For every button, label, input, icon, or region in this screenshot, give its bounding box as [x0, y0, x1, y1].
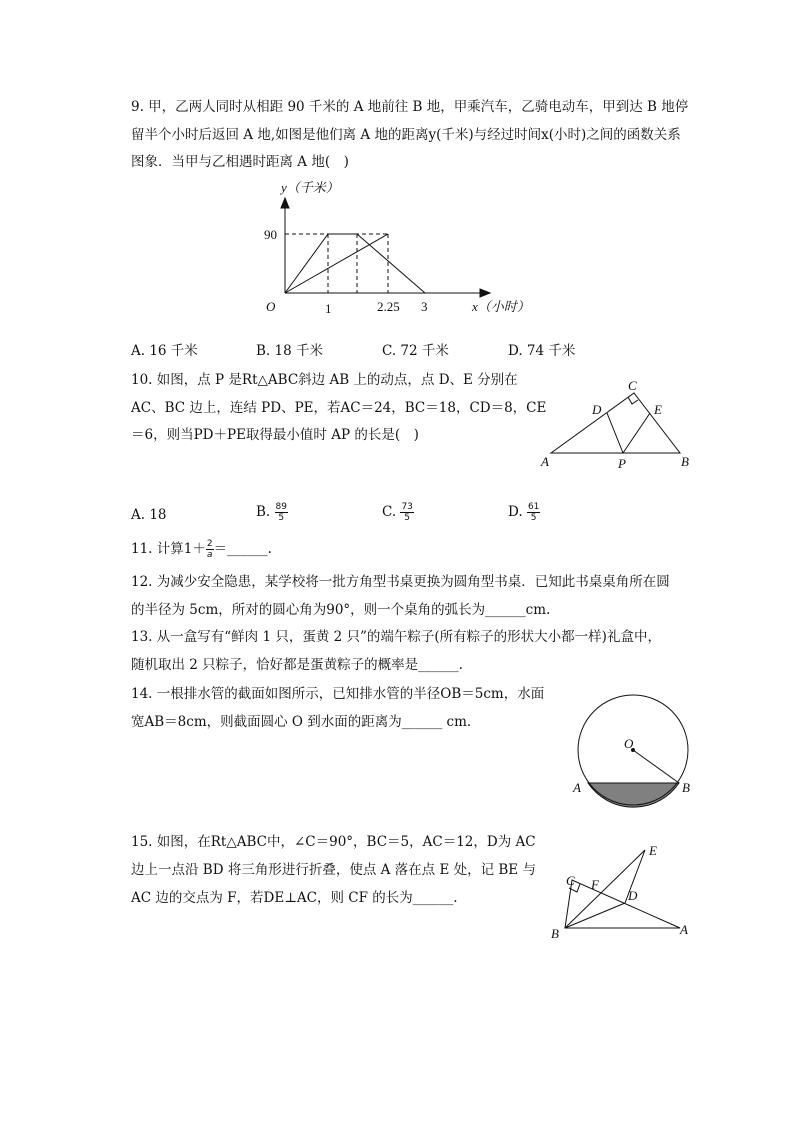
q9-function-graph [281, 198, 490, 297]
origin-label: O [266, 299, 276, 314]
q13-text-line-1: 13. 从一盒写有“鲜肉 1 只，蛋黄 2 只”的端午粽子(所有粽子的形状大小都一样)礼盒中， [131, 629, 661, 645]
q9-option-c[interactable]: C. 72 千米 [382, 343, 449, 359]
q9-text-line-3: 图象．当甲与乙相遇时距离 A 地( ) [131, 154, 349, 170]
q9-text-line-1: 9. 甲，乙两人同时从相距 90 千米的 A 地前往 B 地，甲乘汽车，乙骑电动车，甲到达 B 地停 [131, 99, 689, 115]
x-tick-2-25: 2.25 [377, 299, 400, 314]
fraction [400, 502, 413, 523]
q13-text-line-2: 随机取出 2 只粽子，恰好都是蛋黄粽子的概率是______. [131, 657, 463, 673]
q9-text-line-2: 留半个小时后返回 A 地,如图是他们离 A 地的距离y(千米)与经过时间x(小时)之间的函数关系 [131, 127, 681, 143]
label-d: D [628, 888, 638, 903]
option-letter: D. [508, 504, 523, 520]
numerator: 73 [401, 502, 413, 512]
x-tick-3: 3 [421, 299, 428, 314]
label-c: C [566, 873, 575, 888]
label-b: B [551, 926, 559, 941]
label-c: C [628, 378, 637, 393]
q15-text-line-3: AC 边的交点为 F，若DE⊥AC，则 CF 的长为______. [131, 890, 458, 906]
label-a: A [541, 454, 549, 469]
label-e: E [649, 843, 657, 858]
label-p: P [618, 456, 626, 471]
q15-text-line-2: 边上一点沿 BD 将三角形进行折叠，使点 A 落在点 E 处，记 BE 与 [131, 862, 536, 878]
q10-option-b[interactable] [256, 502, 288, 523]
q10-option-d[interactable] [508, 502, 540, 523]
q11-suffix: ＝______. [213, 541, 272, 557]
q12-text-line-2: 的半径为 5cm，所对的圆心角为90°，则一个桌角的弧长为______cm. [131, 602, 551, 618]
option-letter: C. [382, 504, 397, 520]
q10-text-line-1: 10. 如图，点 P 是Rt△ABC斜边 AB 上的动点，点 D、E 分别在 [131, 372, 518, 388]
label-e: E [654, 402, 662, 417]
y-axis-label: y（千米） [281, 180, 339, 195]
denominator: a [206, 550, 213, 560]
numerator: 2 [206, 539, 213, 549]
label-a: A [573, 780, 581, 795]
fraction [206, 539, 214, 560]
y-axis-arrow-icon [281, 198, 289, 208]
label-b: B [682, 780, 690, 795]
denominator: 5 [530, 513, 537, 523]
yi-line [285, 234, 388, 293]
y-tick-90: 90 [264, 227, 277, 242]
fraction [527, 502, 540, 523]
q11-text [131, 539, 272, 560]
label-a: A [680, 922, 688, 937]
q15-fold-figure [565, 850, 680, 928]
numerator: 89 [275, 502, 287, 512]
numerator: 61 [527, 502, 540, 512]
q11-prefix: 11. 计算1＋ [131, 541, 206, 557]
q14-text-line-1: 14. 一根排水管的截面如图所示，已知排水管的半径OB＝5cm，水面 [131, 686, 545, 702]
q9-option-a[interactable]: A. 16 千米 [131, 343, 198, 359]
q10-text-line-3: ＝6，则当PD＋PE取得最小值时 AP 的长是( ) [131, 427, 419, 443]
x-tick-1: 1 [325, 301, 332, 316]
q9-option-d[interactable]: D. 74 千米 [508, 343, 576, 359]
q12-text-line-1: 12. 为减少安全隐患，某学校将一批方角型书桌更换为圆角型书桌．已知此书桌桌角所在圆 [131, 574, 670, 590]
fraction [275, 502, 288, 523]
label-f: F [591, 877, 599, 892]
label-o: O [624, 736, 634, 751]
q10-option-a[interactable]: A. 18 [131, 507, 167, 523]
q14-pipe-figure [578, 695, 688, 807]
denominator: 5 [404, 513, 411, 523]
jia-line [285, 234, 425, 293]
q9-option-b[interactable]: B. 18 千米 [256, 343, 323, 359]
q15-text-line-1: 15. 如图，在Rt△ABC中，∠C＝90°，BC＝5，AC＝12，D为 AC [131, 834, 536, 850]
q10-text-line-2: AC、BC 边上，连结 PD、PE，若AC＝24，BC＝18，CD＝8，CE [131, 400, 547, 416]
label-b: B [681, 454, 689, 469]
x-axis-label: x（小时） [472, 299, 530, 314]
right-angle-mark [628, 397, 638, 404]
denominator: 5 [278, 513, 285, 523]
label-d: D [592, 402, 602, 417]
q14-text-line-2: 宽AB＝8cm，则截面圆心 O 到水面的距离为______ cm. [131, 714, 472, 730]
x-axis-arrow-icon [480, 289, 490, 297]
option-letter: B. [256, 504, 271, 520]
q10-option-c[interactable] [382, 502, 414, 523]
